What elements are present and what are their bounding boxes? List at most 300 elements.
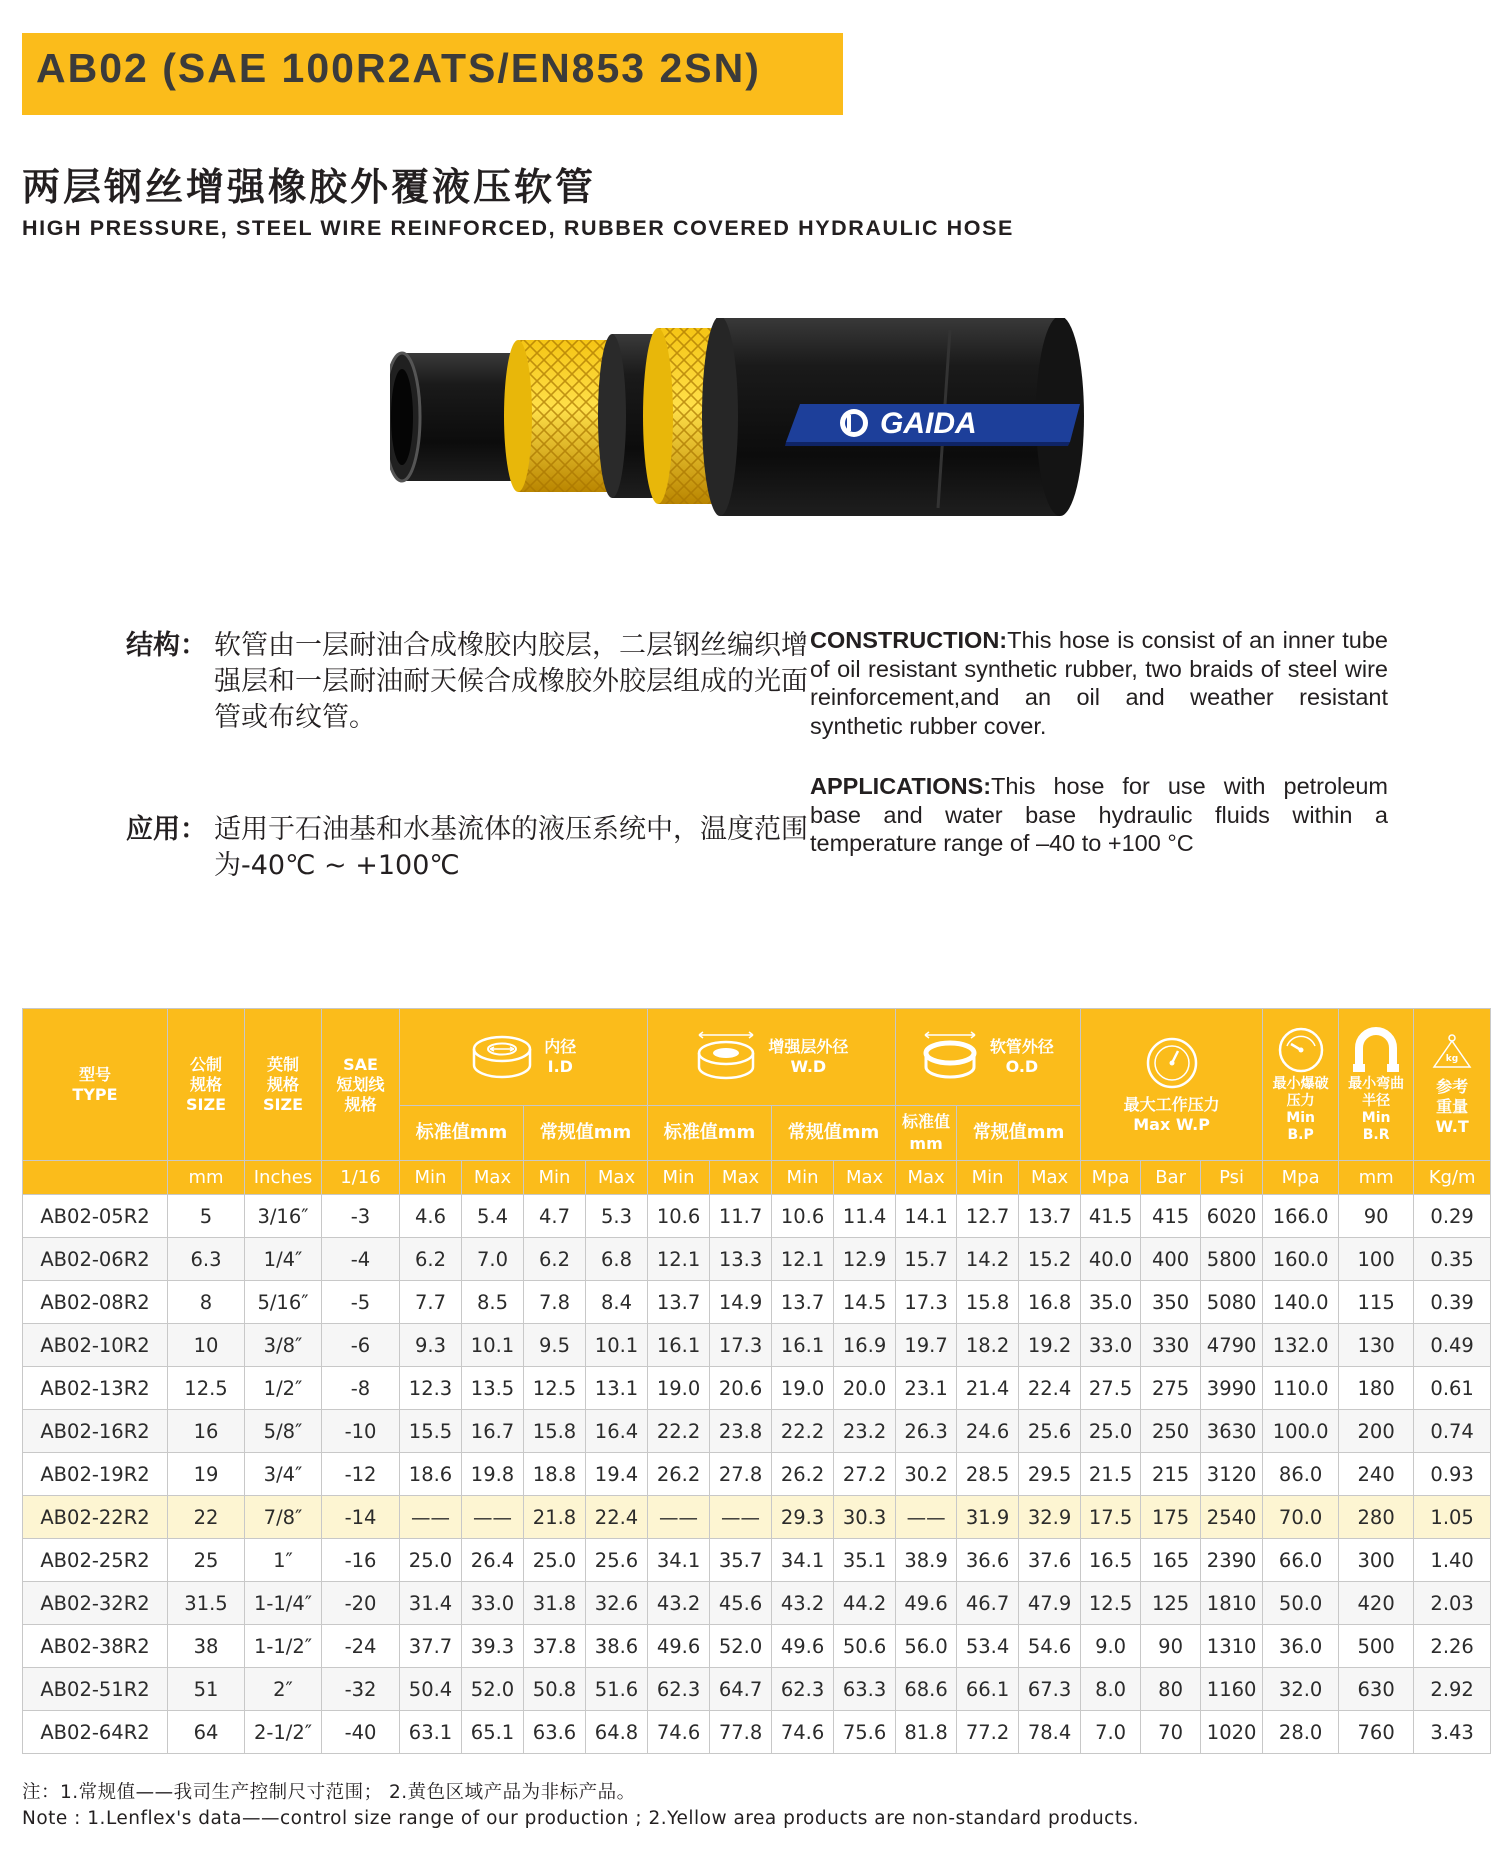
value-cell: 0.49 [1414, 1324, 1491, 1367]
value-cell: -6 [322, 1324, 400, 1367]
value-cell: 6020 [1201, 1195, 1263, 1238]
value-cell: 19.7 [896, 1324, 957, 1367]
header-sae-dash: SAE 短划线 规格 [322, 1009, 400, 1161]
value-cell: 47.9 [1019, 1582, 1081, 1625]
burst-gauge-icon [1277, 1026, 1325, 1074]
table-row [23, 1238, 1491, 1281]
value-cell: 19.2 [1019, 1324, 1081, 1367]
weight-icon [1430, 1033, 1474, 1071]
value-cell: 100 [1339, 1238, 1414, 1281]
svg-text:kg: kg [1445, 1053, 1459, 1064]
construction-en-label: CONSTRUCTION: [810, 627, 1008, 653]
value-cell: 33.0 [1081, 1324, 1141, 1367]
unit-cell: Psi [1201, 1161, 1263, 1195]
value-cell: 37.7 [400, 1625, 462, 1668]
applications-cn-label: 应用： [126, 814, 207, 845]
value-cell: 17.3 [896, 1281, 957, 1324]
value-cell: 53.4 [957, 1625, 1019, 1668]
value-cell: 8.4 [586, 1281, 648, 1324]
value-cell: 14.2 [957, 1238, 1019, 1281]
value-cell: 22.2 [648, 1410, 710, 1453]
value-cell: 17.3 [710, 1324, 772, 1367]
value-cell: 125 [1141, 1582, 1201, 1625]
table-row [23, 1539, 1491, 1582]
value-cell: 19.0 [648, 1367, 710, 1410]
value-cell: 45.6 [710, 1582, 772, 1625]
brand-logo-icon [840, 409, 868, 437]
value-cell: 16 [168, 1410, 245, 1453]
value-cell: 52.0 [462, 1668, 524, 1711]
type-cell: AB02-19R2 [23, 1453, 168, 1496]
spec-table [22, 1008, 1491, 1754]
value-cell: 90 [1141, 1625, 1201, 1668]
value-cell: 1/4″ [245, 1238, 322, 1281]
value-cell: 22.4 [1019, 1367, 1081, 1410]
value-cell: 13.1 [586, 1367, 648, 1410]
value-cell: 0.35 [1414, 1238, 1491, 1281]
value-cell: 0.93 [1414, 1453, 1491, 1496]
value-cell: 10.1 [586, 1324, 648, 1367]
unit-cell: Bar [1141, 1161, 1201, 1195]
value-cell: 3.43 [1414, 1711, 1491, 1754]
value-cell: 21.8 [524, 1496, 586, 1539]
unit-cell: Inches [245, 1161, 322, 1195]
value-cell: 12.1 [648, 1238, 710, 1281]
unit-cell: Kg/m [1414, 1161, 1491, 1195]
table-row [23, 1625, 1491, 1668]
value-cell: 27.8 [710, 1453, 772, 1496]
value-cell: 13.7 [1019, 1195, 1081, 1238]
value-cell: 4.6 [400, 1195, 462, 1238]
value-cell: 38 [168, 1625, 245, 1668]
value-cell: 16.7 [462, 1410, 524, 1453]
value-cell: 13.3 [710, 1238, 772, 1281]
value-cell: 64.8 [586, 1711, 648, 1754]
value-cell: 1″ [245, 1539, 322, 1582]
unit-cell: Min [400, 1161, 462, 1195]
value-cell: 50.4 [400, 1668, 462, 1711]
value-cell: 1310 [1201, 1625, 1263, 1668]
value-cell: 29.3 [772, 1496, 834, 1539]
value-cell: 40.0 [1081, 1238, 1141, 1281]
value-cell: 200 [1339, 1410, 1414, 1453]
header-size-metric: 公制 规格 SIZE [168, 1009, 245, 1161]
value-cell: 51 [168, 1668, 245, 1711]
value-cell: 350 [1141, 1281, 1201, 1324]
value-cell: 80 [1141, 1668, 1201, 1711]
units-row [23, 1161, 1491, 1195]
value-cell: 280 [1339, 1496, 1414, 1539]
value-cell: 12.7 [957, 1195, 1019, 1238]
value-cell: —— [462, 1496, 524, 1539]
value-cell: 18.2 [957, 1324, 1019, 1367]
value-cell: 35.0 [1081, 1281, 1141, 1324]
value-cell: 3630 [1201, 1410, 1263, 1453]
value-cell: 10.1 [462, 1324, 524, 1367]
value-cell: 23.1 [896, 1367, 957, 1410]
bend-radius-icon [1351, 1026, 1401, 1074]
value-cell: 7/8″ [245, 1496, 322, 1539]
header-burst-pressure: 最小爆破 压力 Min B.P [1263, 1009, 1339, 1161]
value-cell: 66.1 [957, 1668, 1019, 1711]
value-cell: 63.6 [524, 1711, 586, 1754]
type-cell: AB02-13R2 [23, 1367, 168, 1410]
value-cell: 62.3 [648, 1668, 710, 1711]
value-cell: —— [400, 1496, 462, 1539]
value-cell: 8.0 [1081, 1668, 1141, 1711]
header-od-standard: 标准值 mm [896, 1106, 957, 1161]
value-cell: 3120 [1201, 1453, 1263, 1496]
value-cell: 54.6 [1019, 1625, 1081, 1668]
value-cell: 10 [168, 1324, 245, 1367]
header-weight: kg 参考 重量 W.T [1414, 1009, 1491, 1161]
product-title-bar [22, 33, 843, 115]
table-row [23, 1195, 1491, 1238]
english-title: HIGH PRESSURE, STEEL WIRE REINFORCED, RUBBER COVERED HYDRAULIC HOSE [22, 216, 1014, 240]
inner-diameter-icon [471, 1032, 533, 1082]
value-cell: 77.2 [957, 1711, 1019, 1754]
value-cell: 70 [1141, 1711, 1201, 1754]
value-cell: 34.1 [648, 1539, 710, 1582]
value-cell: 18.6 [400, 1453, 462, 1496]
outer-diameter-icon [922, 1029, 978, 1085]
value-cell: 12.1 [772, 1238, 834, 1281]
value-cell: 28.0 [1263, 1711, 1339, 1754]
header-id-regular: 常规值mm [524, 1106, 648, 1161]
value-cell: 22.4 [586, 1496, 648, 1539]
value-cell: 66.0 [1263, 1539, 1339, 1582]
value-cell: 29.5 [1019, 1453, 1081, 1496]
value-cell: 17.5 [1081, 1496, 1141, 1539]
value-cell: 630 [1339, 1668, 1414, 1711]
value-cell: 28.5 [957, 1453, 1019, 1496]
wire-diameter-icon [695, 1029, 757, 1085]
value-cell: -3 [322, 1195, 400, 1238]
value-cell: 7.8 [524, 1281, 586, 1324]
value-cell: 14.5 [834, 1281, 896, 1324]
value-cell: 330 [1141, 1324, 1201, 1367]
value-cell: 21.5 [1081, 1453, 1141, 1496]
value-cell: 31.4 [400, 1582, 462, 1625]
value-cell: 5800 [1201, 1238, 1263, 1281]
value-cell: 75.6 [834, 1711, 896, 1754]
value-cell: 32.9 [1019, 1496, 1081, 1539]
value-cell: 63.3 [834, 1668, 896, 1711]
value-cell: 0.61 [1414, 1367, 1491, 1410]
value-cell: 4.7 [524, 1195, 586, 1238]
value-cell: 25.6 [586, 1539, 648, 1582]
value-cell: -12 [322, 1453, 400, 1496]
value-cell: 50.8 [524, 1668, 586, 1711]
value-cell: 2540 [1201, 1496, 1263, 1539]
header-id-standard: 标准值mm [400, 1106, 524, 1161]
value-cell: —— [648, 1496, 710, 1539]
chinese-title: 两层钢丝增强橡胶外覆液压软管 [22, 165, 597, 209]
value-cell: 9.3 [400, 1324, 462, 1367]
value-cell: 38.6 [586, 1625, 648, 1668]
type-cell: AB02-08R2 [23, 1281, 168, 1324]
value-cell: 15.8 [524, 1410, 586, 1453]
value-cell: 115 [1339, 1281, 1414, 1324]
value-cell: -16 [322, 1539, 400, 1582]
value-cell: 300 [1339, 1539, 1414, 1582]
value-cell: 62.3 [772, 1668, 834, 1711]
value-cell: 56.0 [896, 1625, 957, 1668]
unit-cell: mm [168, 1161, 245, 1195]
value-cell: —— [896, 1496, 957, 1539]
value-cell: 420 [1339, 1582, 1414, 1625]
value-cell: 12.5 [524, 1367, 586, 1410]
header-type: 型号 TYPE [23, 1009, 168, 1161]
table-row [23, 1410, 1491, 1453]
value-cell: 1160 [1201, 1668, 1263, 1711]
value-cell: 32.0 [1263, 1668, 1339, 1711]
value-cell: 64.7 [710, 1668, 772, 1711]
value-cell: 23.8 [710, 1410, 772, 1453]
value-cell: 43.2 [772, 1582, 834, 1625]
unit-cell: Max [1019, 1161, 1081, 1195]
applications-en-label: APPLICATIONS: [810, 773, 992, 799]
value-cell: 160.0 [1263, 1238, 1339, 1281]
unit-cell: Min [524, 1161, 586, 1195]
value-cell: 2.03 [1414, 1582, 1491, 1625]
value-cell: 7.0 [1081, 1711, 1141, 1754]
value-cell: 50.6 [834, 1625, 896, 1668]
value-cell: 70.0 [1263, 1496, 1339, 1539]
value-cell: 25.0 [524, 1539, 586, 1582]
type-cell: AB02-10R2 [23, 1324, 168, 1367]
type-cell: AB02-05R2 [23, 1195, 168, 1238]
value-cell: 2-1/2″ [245, 1711, 322, 1754]
value-cell: -10 [322, 1410, 400, 1453]
value-cell: 64 [168, 1711, 245, 1754]
value-cell: 78.4 [1019, 1711, 1081, 1754]
value-cell: 16.8 [1019, 1281, 1081, 1324]
value-cell: 20.0 [834, 1367, 896, 1410]
value-cell: 19 [168, 1453, 245, 1496]
unit-cell-type [23, 1161, 168, 1195]
value-cell: 18.8 [524, 1453, 586, 1496]
value-cell: 49.6 [648, 1625, 710, 1668]
unit-cell: Max [586, 1161, 648, 1195]
value-cell: -32 [322, 1668, 400, 1711]
value-cell: 11.4 [834, 1195, 896, 1238]
value-cell: 6.2 [524, 1238, 586, 1281]
value-cell: 140.0 [1263, 1281, 1339, 1324]
unit-cell: mm [1339, 1161, 1414, 1195]
value-cell: 100.0 [1263, 1410, 1339, 1453]
applications-en [810, 772, 1388, 858]
value-cell: 8.5 [462, 1281, 524, 1324]
value-cell: 15.5 [400, 1410, 462, 1453]
value-cell: 5 [168, 1195, 245, 1238]
value-cell: 37.6 [1019, 1539, 1081, 1582]
value-cell: -5 [322, 1281, 400, 1324]
value-cell: 16.4 [586, 1410, 648, 1453]
value-cell: 760 [1339, 1711, 1414, 1754]
value-cell: —— [710, 1496, 772, 1539]
value-cell: 25.6 [1019, 1410, 1081, 1453]
value-cell: 415 [1141, 1195, 1201, 1238]
value-cell: 10.6 [772, 1195, 834, 1238]
value-cell: 27.5 [1081, 1367, 1141, 1410]
value-cell: 9.0 [1081, 1625, 1141, 1668]
value-cell: 12.3 [400, 1367, 462, 1410]
value-cell: 400 [1141, 1238, 1201, 1281]
value-cell: -8 [322, 1367, 400, 1410]
value-cell: 2390 [1201, 1539, 1263, 1582]
value-cell: 8 [168, 1281, 245, 1324]
header-size-inch: 英制 规格 SIZE [245, 1009, 322, 1161]
value-cell: 1020 [1201, 1711, 1263, 1754]
value-cell: 10.6 [648, 1195, 710, 1238]
value-cell: 110.0 [1263, 1367, 1339, 1410]
table-row [23, 1281, 1491, 1324]
value-cell: 38.9 [896, 1539, 957, 1582]
header-outer-diameter: 软管外径 O.D [896, 1009, 1081, 1106]
table-row [23, 1324, 1491, 1367]
value-cell: 46.7 [957, 1582, 1019, 1625]
construction-en [810, 626, 1388, 740]
applications-en-text: This hose for use with petroleum base and water base hydraulic fluids within a temperature range of –40 to +100 °C [810, 773, 1388, 856]
value-cell: 15.7 [896, 1238, 957, 1281]
value-cell: 43.2 [648, 1582, 710, 1625]
value-cell: 30.2 [896, 1453, 957, 1496]
value-cell: 1810 [1201, 1582, 1263, 1625]
unit-cell: Max [462, 1161, 524, 1195]
value-cell: 215 [1141, 1453, 1201, 1496]
value-cell: 36.0 [1263, 1625, 1339, 1668]
value-cell: 7.0 [462, 1238, 524, 1281]
value-cell: 19.0 [772, 1367, 834, 1410]
value-cell: 0.39 [1414, 1281, 1491, 1324]
unit-cell: Min [772, 1161, 834, 1195]
value-cell: 74.6 [648, 1711, 710, 1754]
value-cell: 19.4 [586, 1453, 648, 1496]
value-cell: 2.92 [1414, 1668, 1491, 1711]
value-cell: 15.2 [1019, 1238, 1081, 1281]
value-cell: 77.8 [710, 1711, 772, 1754]
value-cell: 2.26 [1414, 1625, 1491, 1668]
value-cell: 5080 [1201, 1281, 1263, 1324]
spec-table-body [23, 1195, 1491, 1754]
unit-cell: Max [834, 1161, 896, 1195]
value-cell: 34.1 [772, 1539, 834, 1582]
value-cell: 21.4 [957, 1367, 1019, 1410]
value-cell: -4 [322, 1238, 400, 1281]
value-cell: 52.0 [710, 1625, 772, 1668]
value-cell: 35.7 [710, 1539, 772, 1582]
value-cell: 86.0 [1263, 1453, 1339, 1496]
value-cell: 0.74 [1414, 1410, 1491, 1453]
value-cell: 180 [1339, 1367, 1414, 1410]
value-cell: 240 [1339, 1453, 1414, 1496]
gauge-icon [1144, 1035, 1200, 1091]
type-cell: AB02-51R2 [23, 1668, 168, 1711]
value-cell: 32.6 [586, 1582, 648, 1625]
value-cell: 3990 [1201, 1367, 1263, 1410]
value-cell: 500 [1339, 1625, 1414, 1668]
value-cell: 26.2 [648, 1453, 710, 1496]
value-cell: 16.5 [1081, 1539, 1141, 1582]
value-cell: 26.2 [772, 1453, 834, 1496]
type-cell: AB02-64R2 [23, 1711, 168, 1754]
value-cell: 23.2 [834, 1410, 896, 1453]
value-cell: 130 [1339, 1324, 1414, 1367]
type-cell: AB02-22R2 [23, 1496, 168, 1539]
unit-cell: Mpa [1081, 1161, 1141, 1195]
value-cell: 41.5 [1081, 1195, 1141, 1238]
header-od-regular: 常规值mm [957, 1106, 1081, 1161]
table-row [23, 1668, 1491, 1711]
value-cell: 26.4 [462, 1539, 524, 1582]
value-cell: 7.7 [400, 1281, 462, 1324]
unit-cell: Min [957, 1161, 1019, 1195]
value-cell: 49.6 [896, 1582, 957, 1625]
header-working-pressure: 最大工作压力 Max W.P [1081, 1009, 1263, 1161]
value-cell: 275 [1141, 1367, 1201, 1410]
header-inner-diameter: 内径 I.D [400, 1009, 648, 1106]
value-cell: 65.1 [462, 1711, 524, 1754]
value-cell: -14 [322, 1496, 400, 1539]
value-cell: 12.5 [168, 1367, 245, 1410]
unit-cell: Max [896, 1161, 957, 1195]
brand-name: GAIDA [880, 407, 977, 440]
value-cell: 13.7 [648, 1281, 710, 1324]
value-cell: 31.5 [168, 1582, 245, 1625]
value-cell: 165 [1141, 1539, 1201, 1582]
header-wire-diameter: 增强层外径 W.D [648, 1009, 896, 1106]
table-row [23, 1367, 1491, 1410]
value-cell: 31.8 [524, 1582, 586, 1625]
value-cell: -24 [322, 1625, 400, 1668]
value-cell: 22 [168, 1496, 245, 1539]
value-cell: 5/16″ [245, 1281, 322, 1324]
table-row [23, 1582, 1491, 1625]
value-cell: 37.8 [524, 1625, 586, 1668]
value-cell: 31.9 [957, 1496, 1019, 1539]
value-cell: 44.2 [834, 1582, 896, 1625]
header-wd-standard: 标准值mm [648, 1106, 772, 1161]
value-cell: 67.3 [1019, 1668, 1081, 1711]
value-cell: 3/16″ [245, 1195, 322, 1238]
type-cell: AB02-16R2 [23, 1410, 168, 1453]
value-cell: 12.9 [834, 1238, 896, 1281]
value-cell: 30.3 [834, 1496, 896, 1539]
value-cell: 5.3 [586, 1195, 648, 1238]
value-cell: 14.9 [710, 1281, 772, 1324]
value-cell: 49.6 [772, 1625, 834, 1668]
value-cell: 2″ [245, 1668, 322, 1711]
value-cell: 68.6 [896, 1668, 957, 1711]
unit-cell: Min [648, 1161, 710, 1195]
unit-cell: Mpa [1263, 1161, 1339, 1195]
construction-en-text: This hose is consist of an inner tube of oil resistant synthetic rubber, two braids of steel wire reinforcement,and an oil and weather resistant synthetic rubber cover. [810, 627, 1388, 739]
value-cell: 14.1 [896, 1195, 957, 1238]
value-cell: 36.6 [957, 1539, 1019, 1582]
value-cell: 50.0 [1263, 1582, 1339, 1625]
value-cell: 51.6 [586, 1668, 648, 1711]
value-cell: 39.3 [462, 1625, 524, 1668]
product-title: AB02 (SAE 100R2ATS/EN853 2SN) [36, 45, 761, 91]
value-cell: 19.8 [462, 1453, 524, 1496]
value-cell: 25.0 [400, 1539, 462, 1582]
value-cell: 63.1 [400, 1711, 462, 1754]
value-cell: 6.8 [586, 1238, 648, 1281]
value-cell: -40 [322, 1711, 400, 1754]
value-cell: 13.7 [772, 1281, 834, 1324]
value-cell: 81.8 [896, 1711, 957, 1754]
